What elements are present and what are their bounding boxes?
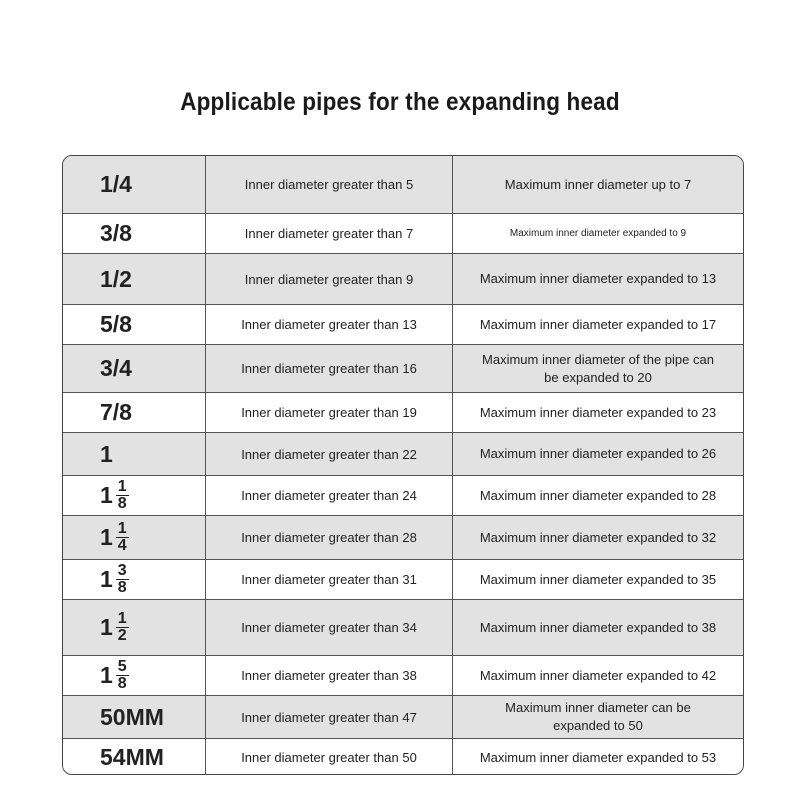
max-diameter-cell: Maximum inner diameter expanded to 13 <box>479 271 717 286</box>
fraction-denominator: 8 <box>117 579 127 596</box>
inner-diameter-cell: Inner diameter greater than 24 <box>206 476 453 515</box>
max-diameter-cell: Maximum inner diameter expanded to 42 <box>479 667 717 683</box>
inner-diameter-cell: Inner diameter greater than 16 <box>206 345 453 392</box>
size-cell: 3/4 <box>63 345 206 392</box>
max-diameter-cell: Maximum inner diameter expanded to 35 <box>479 571 717 587</box>
table-row <box>63 304 743 344</box>
inner-diameter-cell: Inner diameter greater than 34 <box>206 600 453 655</box>
size-cell <box>63 476 206 515</box>
max-diameter-cell: Maximum inner diameter expanded to 26 <box>479 446 717 461</box>
page-title: Applicable pipes for the expanding head <box>180 88 620 116</box>
table-row <box>63 344 743 392</box>
fraction-whole: 1 <box>100 524 113 550</box>
fraction-whole: 1 <box>100 566 113 592</box>
inner-diameter-cell: Inner diameter greater than 31 <box>206 560 453 599</box>
mixed-fraction <box>100 479 129 512</box>
inner-diameter-cell: Inner diameter greater than 19 <box>206 393 453 432</box>
max-diameter-cell: Maximum inner diameter expanded to 53 <box>479 749 717 765</box>
max-diameter-cell: Maximum inner diameter expanded to 38 <box>479 619 717 635</box>
table-row <box>63 156 743 213</box>
fraction-numerator: 5 <box>117 658 127 675</box>
max-diameter-cell: Maximum inner diameter of the pipe can be expanded to 20 <box>482 351 714 385</box>
size-cell: 1/2 <box>63 254 206 304</box>
size-cell <box>63 656 206 695</box>
inner-diameter-cell: Inner diameter greater than 38 <box>206 656 453 695</box>
max-diameter-cell: Maximum inner diameter can be expanded to 50 <box>505 700 691 733</box>
table-row <box>63 655 743 695</box>
table-row <box>63 695 743 738</box>
size-cell: 7/8 <box>63 393 206 432</box>
fraction-denominator: 4 <box>117 537 127 554</box>
fraction-whole: 1 <box>100 614 113 640</box>
fraction-denominator: 8 <box>117 495 127 512</box>
inner-diameter-cell: Inner diameter greater than 50 <box>206 739 453 775</box>
size-cell: 1 <box>63 433 206 475</box>
fraction-numerator: 1 <box>117 478 127 495</box>
mixed-fraction <box>100 563 129 596</box>
inner-diameter-cell: Inner diameter greater than 9 <box>206 254 453 304</box>
mixed-fraction <box>100 659 129 692</box>
table-row <box>63 253 743 304</box>
max-diameter-cell: Maximum inner diameter expanded to 9 <box>509 227 687 239</box>
table-row <box>63 559 743 599</box>
size-cell <box>63 560 206 599</box>
size-cell: 54MM <box>63 739 206 775</box>
size-cell: 1/4 <box>63 156 206 213</box>
max-diameter-cell: Maximum inner diameter expanded to 28 <box>479 487 717 503</box>
max-diameter-cell: Maximum inner diameter expanded to 23 <box>479 404 717 420</box>
inner-diameter-cell: Inner diameter greater than 7 <box>206 214 453 253</box>
max-diameter-cell: Maximum inner diameter up to 7 <box>504 176 692 192</box>
size-cell <box>63 600 206 655</box>
table-row <box>63 738 743 775</box>
inner-diameter-cell: Inner diameter greater than 22 <box>206 433 453 475</box>
table-row <box>63 213 743 253</box>
table-row <box>63 432 743 475</box>
inner-diameter-cell: Inner diameter greater than 5 <box>206 156 453 213</box>
inner-diameter-cell: Inner diameter greater than 47 <box>206 696 453 738</box>
table-row <box>63 392 743 432</box>
size-cell: 50MM <box>63 696 206 738</box>
fraction-numerator: 1 <box>117 520 127 537</box>
inner-diameter-cell: Inner diameter greater than 13 <box>206 305 453 344</box>
fraction-denominator: 8 <box>117 675 127 692</box>
size-cell: 3/8 <box>63 214 206 253</box>
table-row <box>63 475 743 515</box>
size-cell: 5/8 <box>63 305 206 344</box>
fraction-denominator: 2 <box>117 627 127 644</box>
max-diameter-cell: Maximum inner diameter expanded to 17 <box>479 316 717 332</box>
max-diameter-cell: Maximum inner diameter expanded to 32 <box>479 529 717 545</box>
table-row <box>63 599 743 655</box>
pipe-size-table <box>62 155 744 775</box>
table-row <box>63 515 743 559</box>
size-cell <box>63 516 206 559</box>
fraction-numerator: 3 <box>117 562 127 579</box>
fraction-whole: 1 <box>100 482 113 508</box>
mixed-fraction <box>100 611 129 644</box>
fraction-whole: 1 <box>100 662 113 688</box>
inner-diameter-cell: Inner diameter greater than 28 <box>206 516 453 559</box>
mixed-fraction <box>100 521 129 554</box>
fraction-numerator: 1 <box>117 610 127 627</box>
